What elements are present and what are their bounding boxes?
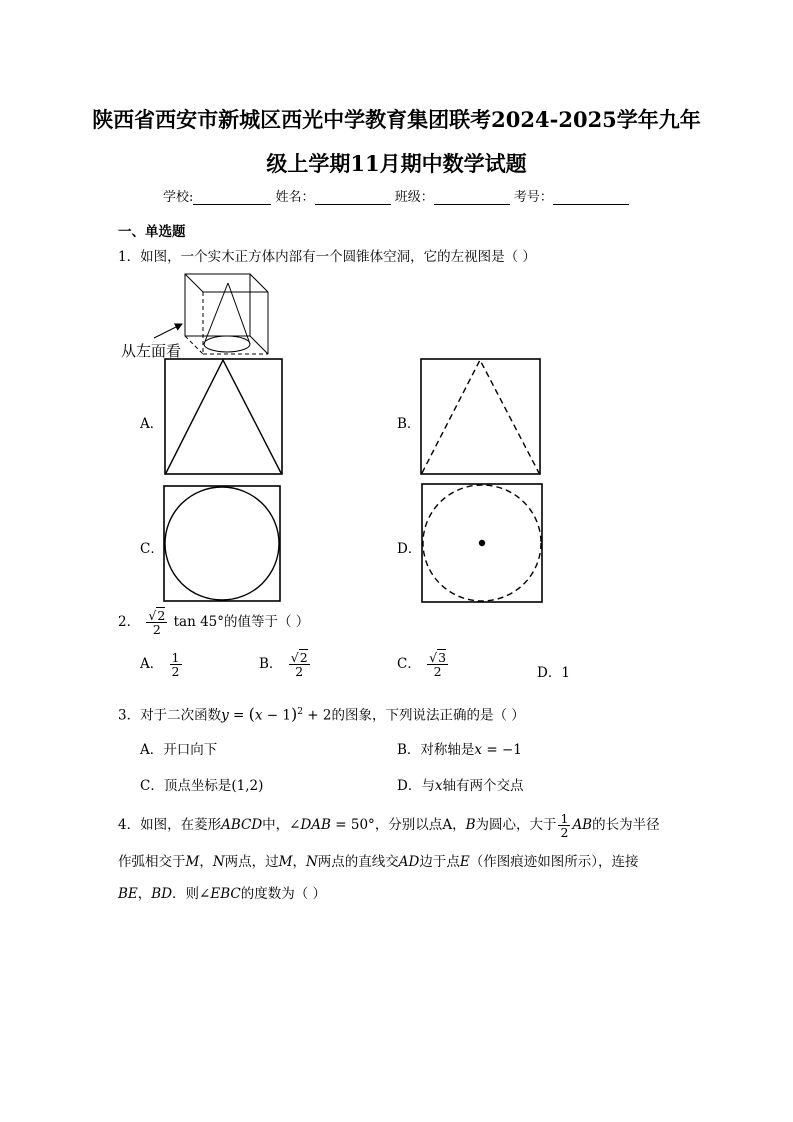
option-label: D． (537, 665, 562, 681)
q1-option-d-label[interactable]: D． (397, 541, 422, 557)
denominator: 2 (171, 664, 180, 680)
q2-fraction (146, 609, 167, 636)
equals: = (228, 707, 249, 724)
q2-rest: 的值等于（ ） (224, 614, 310, 631)
q3-suffix: 的图象，下列说法正确的是（ ） (331, 707, 525, 724)
denominator: 2 (295, 664, 304, 680)
text: 的度数为（ ） (240, 886, 326, 902)
q2-option-a[interactable] (140, 651, 184, 678)
paren-close: ) (291, 704, 298, 724)
tan-expression: tan 45° (173, 614, 224, 631)
sqrt-symbol: √ (290, 650, 299, 665)
var-m: M (185, 854, 200, 870)
option-label: C． (397, 656, 421, 673)
q3-option-a[interactable]: A．开口向下 (140, 742, 218, 758)
text: 的长为半径 (592, 817, 660, 834)
radicand: 2 (299, 650, 308, 665)
text: 作弧相交于 (118, 854, 186, 870)
fraction (427, 651, 448, 678)
denominator: 2 (433, 664, 442, 680)
option-text: D．与 (397, 778, 435, 794)
option-label: B． (259, 656, 283, 673)
text: ， (199, 854, 213, 870)
page-title-line1: 陕西省西安市新城区西光中学教育集团联考2024-2025学年九年 (92, 107, 701, 132)
text: 两点的直线交 (317, 854, 399, 870)
var-n: N (212, 854, 225, 870)
option-a-solid-triangle[interactable] (164, 358, 284, 476)
question-1-text: 1．如图，一个实木正方体内部有一个圆锥体空洞，它的左视图是（ ） (118, 249, 536, 265)
numerator: 1 (560, 811, 569, 826)
option-b-dashed-triangle[interactable] (420, 358, 542, 476)
exponent: 2 (297, 707, 303, 717)
question-4-line-3 (118, 884, 326, 904)
var-x: x (434, 778, 443, 794)
text: ， (137, 886, 152, 902)
question-4-line-1 (118, 812, 660, 839)
exam-number-blank[interactable] (553, 190, 629, 205)
option-value: 1 (561, 665, 570, 681)
angle-ebc: ∠EBC (199, 886, 241, 902)
page-title-line2: 级上学期11月期中数学试题 (266, 151, 527, 176)
class-label: 班级： (394, 190, 434, 205)
point-b: B (465, 817, 476, 834)
text: = 50° (330, 817, 375, 834)
radicand: 2 (157, 608, 166, 623)
option-value: = −1 (482, 742, 522, 758)
question-2-text (118, 609, 309, 636)
q3-option-d[interactable] (397, 774, 523, 794)
radicand: 3 (438, 650, 447, 665)
var-be: BE (118, 886, 138, 902)
question-4-line-2 (118, 852, 638, 872)
var-ab: AB (572, 817, 593, 834)
section-heading: 一、单选题 (118, 224, 186, 240)
option-value: (1,2) (231, 778, 264, 794)
info-line (163, 186, 629, 205)
q3-option-b[interactable] (397, 738, 522, 758)
q2-option-b[interactable] (259, 651, 312, 678)
text: （作图痕迹如图所示），连接 (469, 854, 639, 870)
option-text: B．对称轴是 (397, 742, 475, 758)
var-m: M (278, 854, 293, 870)
var-abcd: ABCD (221, 817, 263, 834)
denominator: 2 (152, 622, 161, 638)
text: 4．如图，在菱形 (118, 817, 222, 834)
text: ， (292, 854, 306, 870)
exam-number-label: 考号： (513, 190, 553, 205)
angle-dab: ∠DAB (289, 817, 331, 834)
q1-option-b-label[interactable]: B． (397, 416, 421, 432)
text: 两点，过 (224, 854, 279, 870)
numerator: 1 (171, 650, 180, 665)
option-d-dashed-circle-with-dot[interactable] (421, 483, 543, 603)
var-n: N (305, 854, 318, 870)
var-e: E (459, 854, 470, 870)
text: ， (452, 817, 466, 834)
q3-option-c[interactable] (140, 774, 263, 794)
option-c-solid-circle[interactable] (163, 485, 281, 602)
var-y: y (221, 707, 229, 724)
view-direction-label: 从左面看 (121, 342, 182, 360)
class-blank[interactable] (434, 190, 510, 205)
q2-option-c[interactable] (397, 651, 450, 678)
var-x: x (254, 707, 263, 724)
q1-option-c-label[interactable]: C． (140, 541, 164, 557)
option-label: A． (140, 656, 164, 673)
var-bd: BD (151, 886, 173, 902)
minus-one: − 1 (262, 707, 291, 724)
text: 边于点 (419, 854, 460, 870)
half-fraction (558, 812, 570, 839)
fraction (289, 651, 310, 678)
name-label: 姓名： (275, 190, 315, 205)
question-3-text (118, 702, 525, 726)
sqrt-symbol: √ (429, 650, 438, 665)
option-text-end: 轴有两个交点 (442, 778, 524, 794)
text: ．则 (172, 886, 200, 902)
text: ，分别以点 (374, 817, 443, 834)
denominator: 2 (560, 825, 569, 841)
var-x: x (474, 742, 483, 758)
point-a: A (442, 817, 453, 834)
sqrt-symbol: √ (148, 608, 157, 623)
q3-prefix: 3．对于二次函数 (118, 707, 222, 724)
q2-number: 2． (118, 614, 141, 631)
school-blank[interactable] (193, 190, 271, 205)
fraction (170, 651, 182, 678)
name-blank[interactable] (315, 190, 391, 205)
var-ad: AD (398, 854, 420, 870)
school-label: 学校: (163, 190, 194, 205)
text: 中， (262, 817, 290, 834)
paren-open: ( (248, 704, 255, 724)
option-text: C．顶点坐标是 (140, 778, 232, 794)
text: 为圆心，大于 (475, 817, 557, 834)
q1-option-a-label[interactable]: A． (140, 416, 164, 432)
plus-two: + 2 (302, 707, 332, 724)
q2-option-d[interactable] (537, 661, 570, 681)
